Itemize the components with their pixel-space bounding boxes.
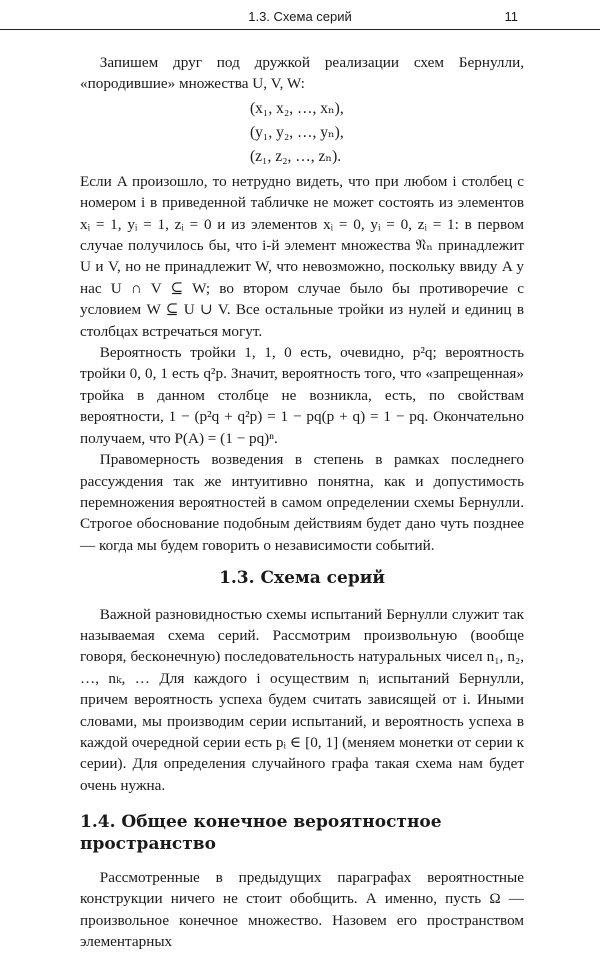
intro-paragraph-3: Вероятность тройки 1, 1, 0 есть, очевидно, p²q; вероятность тройки 0, 0, 1 есть q²p. Значит, вероятность того, что «запрещенная» тройка в данном столбце не возникла, есть, по свойствам вероятности, 1 − (p²q + q²p) = 1 − pq(p + q) = 1 − pq. Окончательно получаем, что P(A) = (1 − pq)ⁿ. (80, 344, 524, 447)
section-1-4-heading: 1.4. Общее конечное вероятностное пространство (80, 812, 442, 854)
section-1-3-heading: 1.3. Схема серий (219, 568, 385, 589)
section-1-4-paragraph: Рассмотренные в предыдущих параграфах вероятностные конструкции ничего не стоит обобщить. А именно, пусть Ω — произвольное конечное множество. Назовем его пространством элементарных (80, 869, 524, 951)
intro-paragraph-1: Запишем друг под дружкой реализации схем Бернулли, «породившие» множества U, V, W: (80, 54, 524, 93)
intro-paragraph-4: Правомерность возведения в степень в рамках последнего рассуждения так же интуитивно понятна, как и допустимость перемножения вероятностей в самом определении схемы Бернулли. Строгое обоснование подобным действиям будет дано чуть позднее — когда мы будем говорить о независимости событий. (80, 451, 524, 554)
intro-paragraph-2: Если A произошло, то нетрудно видеть, что при любом i столбец с номером i в приведенной табличке не может состоять из элементов xᵢ = 1, yᵢ = 1, zᵢ = 0 и из элементов xᵢ = 0, yᵢ = 0, zᵢ = 1: в первом случае получилось бы, что i-й элемент множества 𝔑ₙ принадлежит U и V, но не принадлежит W, что невозможно, поскольку ввиду A у нас U ∩ V ⊆ W; во втором случае было бы противоречие с условием W ⊆ U ∪ V. Все остальные тройки из нулей и единиц в столбцах встречаться могут. (80, 172, 524, 340)
bernoulli-realizations (80, 97, 524, 169)
section-1-3-paragraph: Важной разновидностью схемы испытаний Бернулли служит так называемая схема серий. Рассмотрим произвольную (вообще говоря, бесконечную) последовательность натуральных чисел n₁, n₂, …, nₖ, … Для каждого i осуществим nᵢ испытаний Бернулли, причем вероятность успеха будем считать зависящей от i. Иными словами, мы производим серии испытаний, и вероятность успеха в каждой очередной серии есть pᵢ ∈ [0, 1] (меняем монетки от серии к серии). Для определения случайного графа такая схема нам будет очень нужна. (80, 605, 524, 794)
page-number: 11 (504, 9, 518, 24)
running-head-title: 1.3. Схема серий (248, 9, 352, 24)
page-body (80, 52, 524, 953)
running-head (0, 9, 600, 30)
formula-y: (y₁, y₂, …, yₙ), (250, 123, 344, 141)
formula-x: (x₁, x₂, …, xₙ), (250, 99, 344, 117)
formula-z: (z₁, z₂, …, zₙ). (250, 147, 342, 165)
